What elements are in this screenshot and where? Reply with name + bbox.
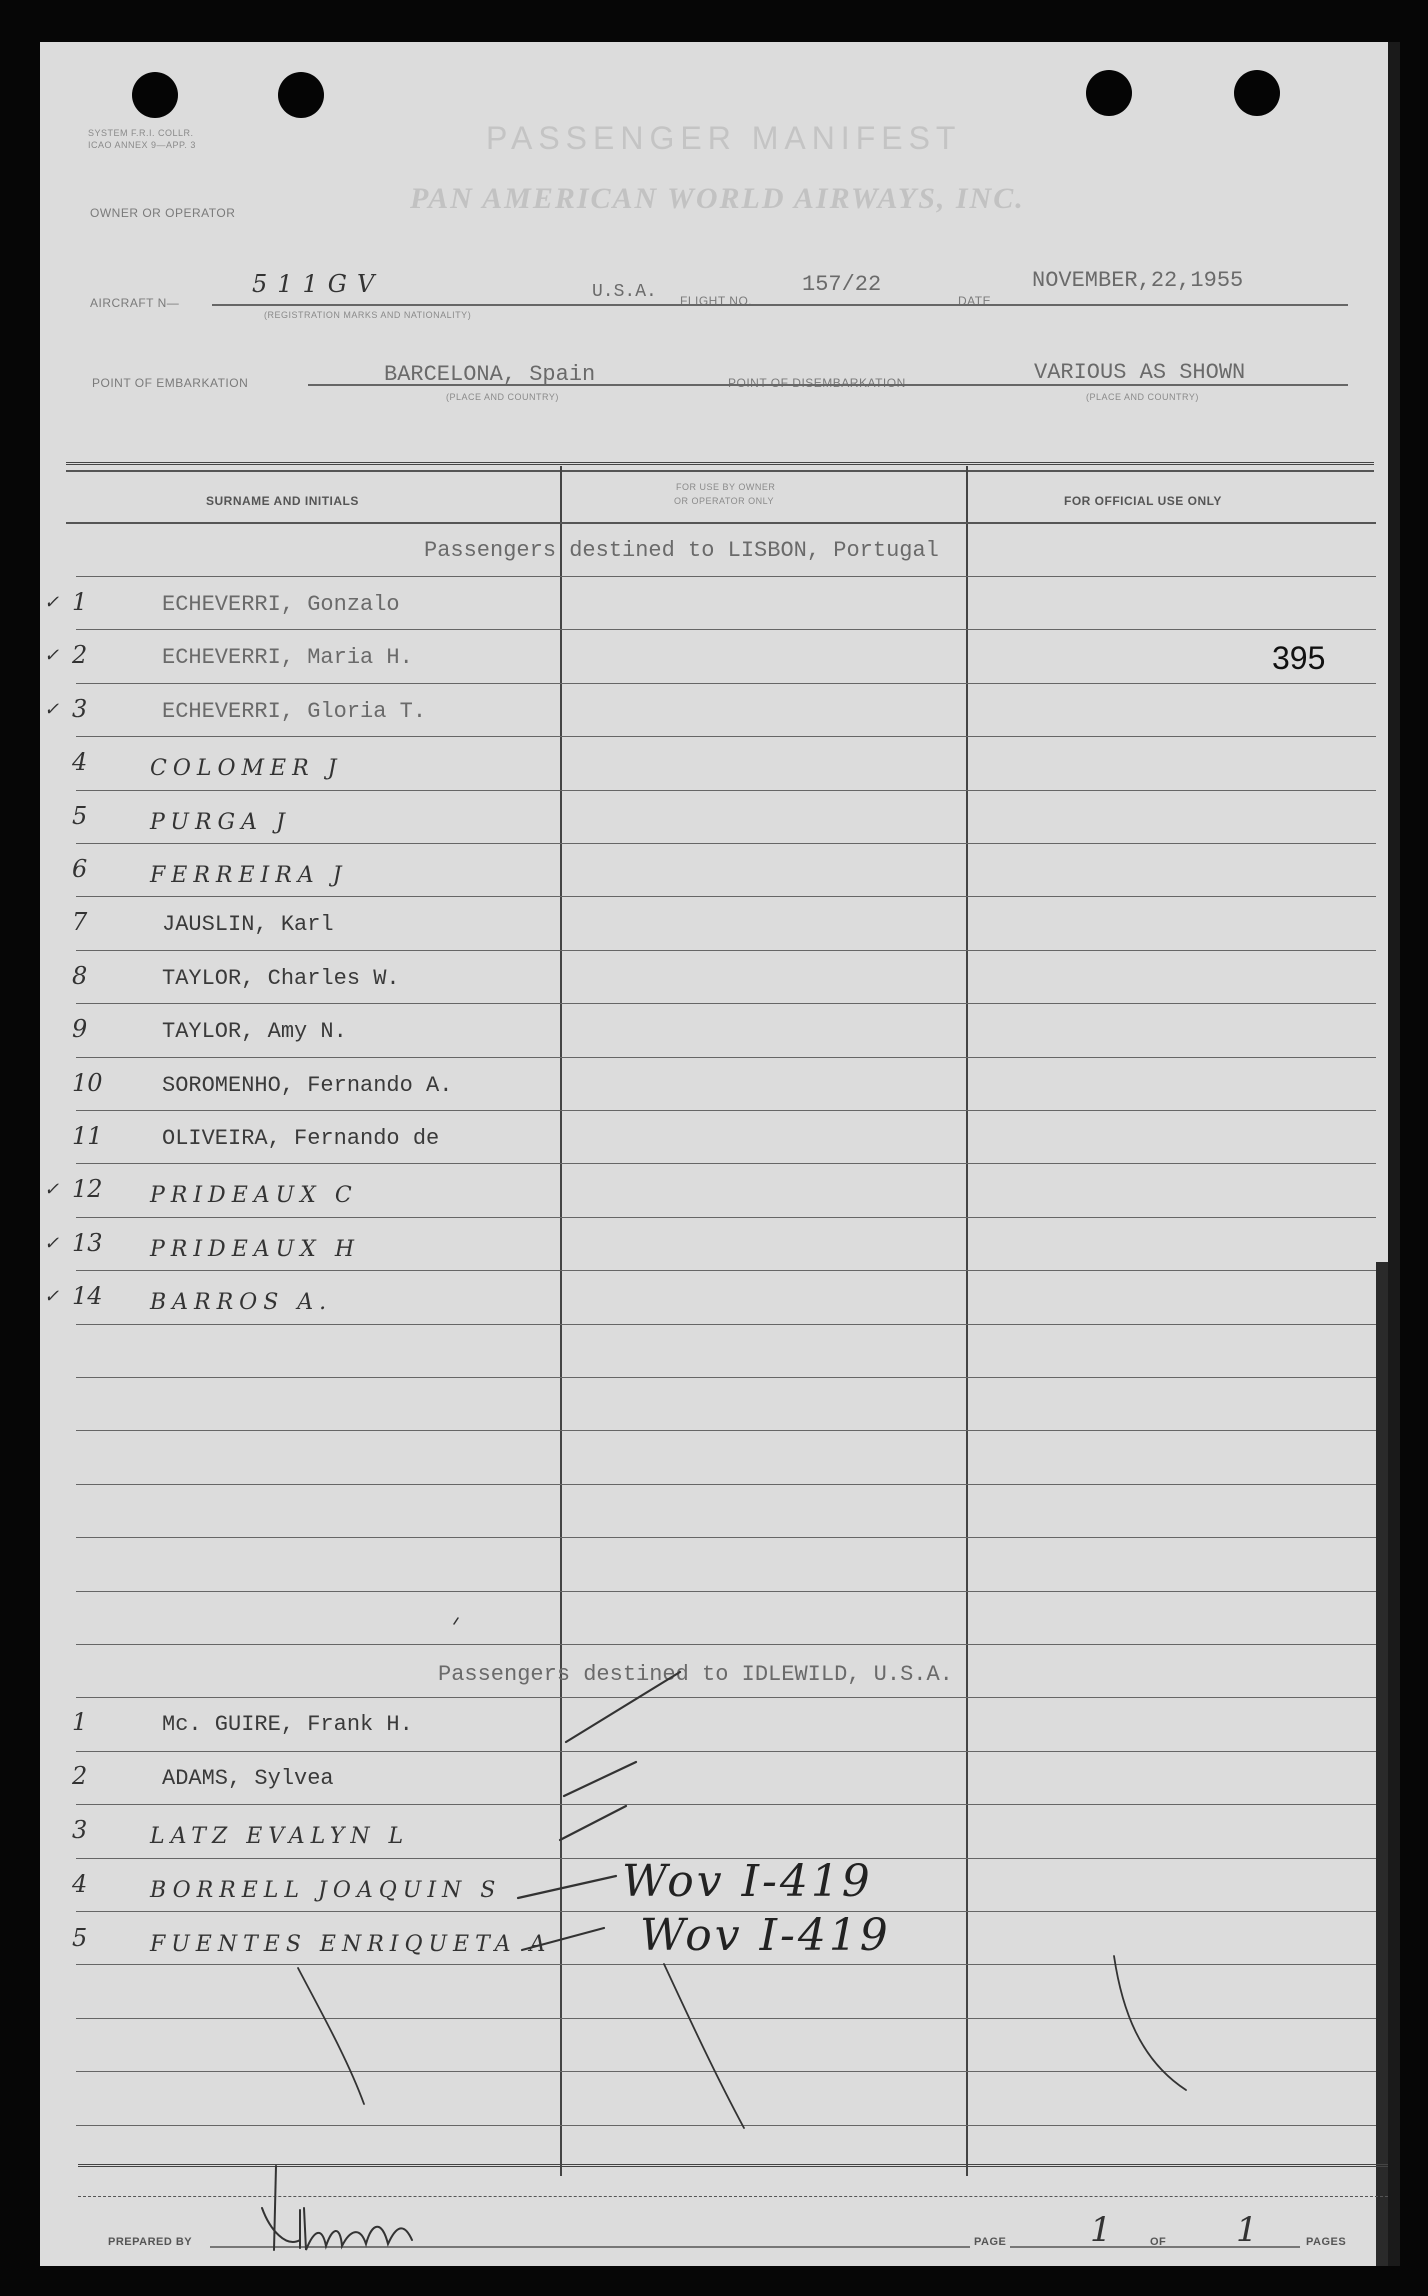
diagonal-stroke xyxy=(1114,1956,1186,2090)
col-official: FOR OFFICIAL USE ONLY xyxy=(1064,494,1222,508)
nationality-value: U.S.A. xyxy=(592,282,657,302)
passenger-name: BARROS A. xyxy=(150,1290,333,1316)
passenger-number: 13 xyxy=(72,1228,103,1257)
pages-label: PAGES xyxy=(1306,2236,1347,2248)
passenger-number: 11 xyxy=(72,1122,103,1150)
system-ref: SYSTEM F.R.I. COLLR. xyxy=(88,128,194,138)
embark-label: POINT OF EMBARKATION xyxy=(92,376,249,390)
col-owner-use-2: OR OPERATOR ONLY xyxy=(674,496,775,506)
aircraft-sub: (REGISTRATION MARKS AND NATIONALITY) xyxy=(264,310,472,320)
passenger-number: 4 xyxy=(72,1870,88,1898)
owner-label: OWNER OR OPERATOR xyxy=(90,206,236,220)
flight-label: FLIGHT NO. xyxy=(680,294,753,308)
passenger-name: ECHEVERRI, Maria H. xyxy=(162,645,413,671)
passenger-number: 9 xyxy=(72,1015,88,1044)
check-slash-icon xyxy=(522,1928,604,1950)
passenger-name: PRIDEAUX H xyxy=(150,1236,361,1262)
passenger-name: FUENTES ENRIQUETA A xyxy=(150,1932,552,1957)
passenger-name: SOROMENHO, Fernando A. xyxy=(162,1072,453,1098)
check-mark-icon: ✓ xyxy=(44,592,60,613)
passenger-name: TAYLOR, Charles W. xyxy=(162,965,400,991)
passenger-number: 3 xyxy=(72,1816,88,1844)
of-label: OF xyxy=(1150,2236,1167,2248)
check-mark-icon: ✓ xyxy=(44,1232,60,1254)
passenger-name: TAYLOR, Amy N. xyxy=(162,1019,347,1045)
disembark-value: VARIOUS AS SHOWN xyxy=(1034,360,1246,385)
passenger-number: 4 xyxy=(72,748,88,777)
passenger-number: 1 xyxy=(72,588,88,616)
passenger-number: 6 xyxy=(72,855,88,883)
passenger-name: BORRELL JOAQUIN S xyxy=(150,1878,502,1903)
passenger-name: JAUSLIN, Karl xyxy=(162,912,334,938)
passenger-number: 5 xyxy=(72,1924,88,1952)
aircraft-label: AIRCRAFT N— xyxy=(90,296,180,310)
passenger-number: 1 xyxy=(72,1708,88,1736)
passenger-number: 7 xyxy=(72,908,88,937)
page-value: 1 xyxy=(1090,2210,1112,2250)
passenger-number: 12 xyxy=(72,1175,103,1204)
embark-value: BARCELONA, Spain xyxy=(384,362,596,387)
passenger-number: 10 xyxy=(72,1068,103,1097)
check-mark-icon: ✓ xyxy=(44,1286,60,1308)
disembark-label: POINT OF DISEMBARKATION xyxy=(728,376,906,390)
passenger-number: 8 xyxy=(72,961,88,990)
owner-value: PAN AMERICAN WORLD AIRWAYS, INC. xyxy=(410,182,1025,215)
passenger-name: ECHEVERRI, Gonzalo xyxy=(162,592,400,617)
of-value: 1 xyxy=(1236,2210,1258,2250)
col-owner-use-1: FOR USE BY OWNER xyxy=(676,482,776,492)
passenger-name: FERREIRA J xyxy=(150,863,348,888)
passenger-name: COLOMER J xyxy=(150,756,343,782)
visa-note: Wov I-419 xyxy=(640,1910,891,1961)
icao-ref: ICAO ANNEX 9—APP. 3 xyxy=(88,140,196,150)
embark-sub: (PLACE AND COUNTRY) xyxy=(446,392,559,402)
form-title: PASSENGER MANIFEST xyxy=(486,120,962,156)
check-slash-icon xyxy=(564,1762,636,1796)
passenger-name: OLIVEIRA, Fernando de xyxy=(162,1126,440,1151)
passenger-number: 5 xyxy=(72,801,88,830)
passenger-name: LATZ EVALYN L xyxy=(150,1824,410,1849)
passenger-name: ADAMS, Sylvea xyxy=(162,1766,334,1791)
passenger-number: 3 xyxy=(72,694,88,723)
signature-stroke xyxy=(274,2166,276,2250)
passenger-name: PRIDEAUX C xyxy=(150,1183,358,1209)
stamp-number: 395 xyxy=(1272,640,1326,676)
check-slash-icon xyxy=(518,1876,616,1898)
check-slash-icon xyxy=(560,1806,626,1840)
date-label: DATE xyxy=(958,294,992,308)
diagonal-stroke xyxy=(298,1968,364,2104)
passenger-number: 2 xyxy=(72,641,88,670)
section2-heading: Passengers destined to IDLEWILD, U.S.A. xyxy=(438,1662,953,1687)
aircraft-value: 511GV xyxy=(252,270,385,298)
check-mark-icon: ✓ xyxy=(44,1179,60,1201)
date-value: NOVEMBER,22,1955 xyxy=(1032,268,1244,293)
passenger-number: 2 xyxy=(72,1762,88,1790)
disembark-sub: (PLACE AND COUNTRY) xyxy=(1086,392,1199,402)
visa-note: Wov I-419 xyxy=(622,1856,873,1907)
signature-scrawl xyxy=(262,2208,412,2250)
prepared-label: PREPARED BY xyxy=(108,2236,193,2248)
check-mark-icon: ✓ xyxy=(44,698,60,720)
col-surname: SURNAME AND INITIALS xyxy=(206,494,359,508)
section1-heading: Passengers destined to LISBON, Portugal xyxy=(424,538,939,563)
passenger-number: 14 xyxy=(72,1282,103,1311)
check-slash-icon xyxy=(566,1672,680,1742)
check-mark-icon: ✓ xyxy=(44,645,60,667)
flight-value: 157/22 xyxy=(802,272,882,297)
passenger-name: PURGA J xyxy=(150,809,291,835)
passenger-name: Mc. GUIRE, Frank H. xyxy=(162,1712,413,1737)
page-label: PAGE xyxy=(974,2236,1007,2248)
passenger-name: ECHEVERRI, Gloria T. xyxy=(162,698,427,724)
diagonal-stroke xyxy=(664,1964,744,2128)
